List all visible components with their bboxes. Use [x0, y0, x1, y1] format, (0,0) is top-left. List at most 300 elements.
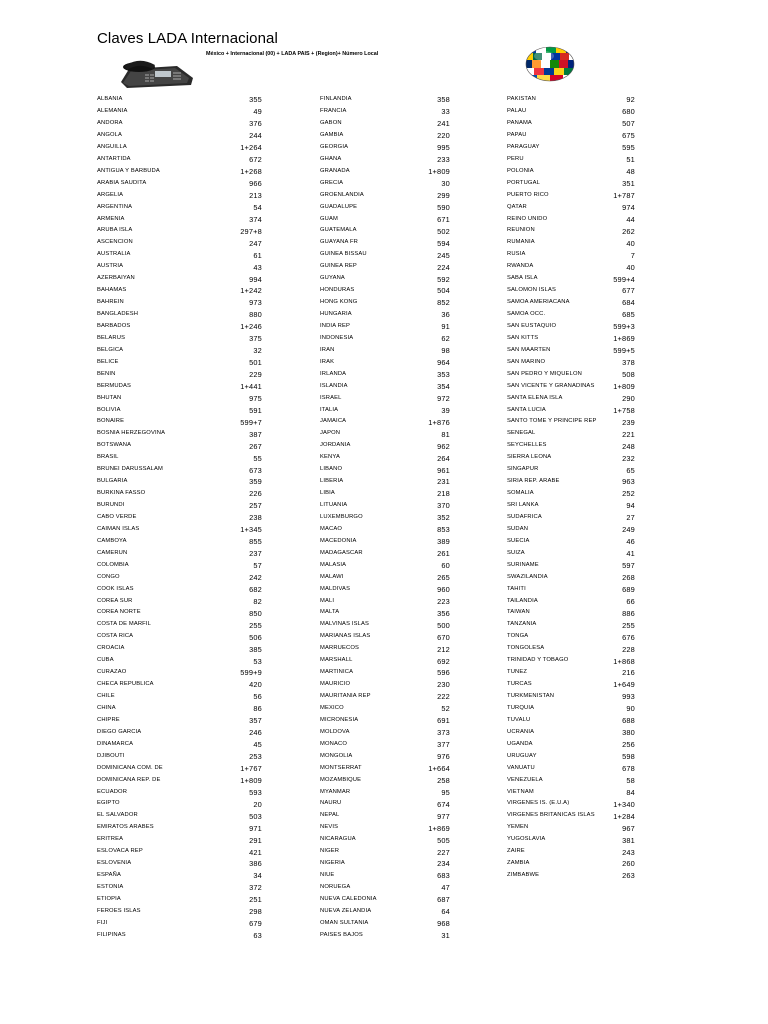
country-row — [507, 416, 635, 428]
country-code: 251 — [249, 895, 262, 905]
country-code: 44 — [626, 214, 635, 224]
country-row — [507, 428, 635, 440]
country-row — [320, 763, 450, 775]
country-code: 64 — [441, 907, 450, 917]
country-code: 591 — [249, 405, 262, 415]
country-code: 962 — [437, 441, 450, 451]
country-name: PERU — [507, 155, 524, 162]
country-row — [97, 321, 262, 333]
country-code: 95 — [441, 787, 450, 797]
country-code: 1+441 — [240, 381, 262, 391]
country-name: GRANADA — [320, 167, 350, 174]
country-code: 1+649 — [613, 680, 635, 690]
country-code: 674 — [437, 799, 450, 809]
country-code: 376 — [249, 119, 262, 129]
country-row — [320, 583, 450, 595]
country-code: 389 — [437, 537, 450, 547]
country-row — [97, 392, 262, 404]
country-name: PORTUGAL — [507, 179, 540, 186]
country-row — [507, 392, 635, 404]
country-name: IRAK — [320, 358, 335, 365]
country-code: 503 — [249, 811, 262, 821]
country-row — [97, 118, 262, 130]
country-row — [97, 333, 262, 345]
country-name: POLONIA — [507, 167, 534, 174]
country-code: 32 — [253, 346, 262, 356]
country-code: 850 — [249, 608, 262, 618]
country-code: 234 — [437, 859, 450, 869]
country-code: 961 — [437, 465, 450, 475]
country-code: 689 — [622, 584, 635, 594]
country-row — [97, 297, 262, 309]
country-code: 672 — [249, 155, 262, 165]
country-code: 20 — [253, 799, 262, 809]
country-row — [97, 715, 262, 727]
country-code: 505 — [437, 835, 450, 845]
country-code: 94 — [626, 501, 635, 511]
country-row — [320, 142, 450, 154]
country-code: 1+787 — [613, 190, 635, 200]
country-code: 223 — [437, 596, 450, 606]
country-code: 226 — [249, 489, 262, 499]
country-name: TONGA — [507, 633, 529, 640]
country-name: SAN PEDRO Y MIQUELON — [507, 370, 582, 377]
country-row — [320, 643, 450, 655]
country-code: 593 — [249, 787, 262, 797]
country-row — [507, 213, 635, 225]
country-code: 1+284 — [613, 811, 635, 821]
country-code: 675 — [622, 131, 635, 141]
country-name: UCRANIA — [507, 728, 535, 735]
country-name: RUMANIA — [507, 239, 535, 246]
country-row — [97, 213, 262, 225]
country-name: ALBANIA — [97, 96, 123, 103]
country-row — [97, 572, 262, 584]
country-code: 507 — [622, 119, 635, 129]
country-row — [507, 237, 635, 249]
country-code: 974 — [622, 202, 635, 212]
country-name: JAMAICA — [320, 418, 347, 425]
country-name: CAMERUN — [97, 549, 128, 556]
country-code: 255 — [249, 620, 262, 630]
country-name: TANZANIA — [507, 621, 537, 628]
country-name: FIJI — [97, 919, 108, 926]
country-row — [320, 345, 450, 357]
country-code: 1+758 — [613, 405, 635, 415]
country-row — [97, 524, 262, 536]
country-row — [507, 142, 635, 154]
country-name: MAURICIO — [320, 681, 351, 688]
country-row — [507, 488, 635, 500]
country-name: NORUEGA — [320, 884, 351, 891]
country-row — [507, 309, 635, 321]
country-name: DJIBOUTI — [97, 752, 125, 759]
country-row — [97, 798, 262, 810]
country-name: ECUADOR — [97, 788, 128, 795]
country-row — [97, 906, 262, 918]
country-name: COREA NORTE — [97, 609, 141, 616]
country-row — [320, 261, 450, 273]
country-name: KENYA — [320, 454, 340, 461]
country-row — [97, 846, 262, 858]
country-name: NICARAGUA — [320, 836, 356, 843]
country-code: 257 — [249, 501, 262, 511]
country-name: GABON — [320, 120, 342, 127]
country-name: ISRAEL — [320, 394, 342, 401]
country-name: SOMALIA — [507, 490, 534, 497]
country-row — [320, 560, 450, 572]
country-code: 1+340 — [613, 799, 635, 809]
country-code: 31 — [441, 931, 450, 941]
country-name: BERMUDAS — [97, 382, 132, 389]
country-row — [507, 595, 635, 607]
country-code: 41 — [626, 549, 635, 559]
country-row — [97, 273, 262, 285]
country-code: 975 — [249, 393, 262, 403]
country-code: 356 — [437, 608, 450, 618]
country-code: 977 — [437, 811, 450, 821]
country-code: 691 — [437, 716, 450, 726]
country-name: BURKINA FASSO — [97, 490, 146, 497]
country-name: SAN VICENTE Y GRANADINAS — [507, 382, 595, 389]
country-code: 248 — [622, 441, 635, 451]
country-name: TURKMENISTAN — [507, 693, 555, 700]
country-name: BOTSWANA — [97, 442, 132, 449]
country-code: 61 — [253, 250, 262, 260]
country-code: 221 — [622, 429, 635, 439]
country-name: CAIMAN ISLAS — [97, 525, 140, 532]
country-row — [97, 560, 262, 572]
country-code: 370 — [437, 501, 450, 511]
country-row — [320, 154, 450, 166]
country-row — [320, 619, 450, 631]
country-row — [507, 631, 635, 643]
page-subtitle: México + Internacional (00) + LADA PAIS + (Region)+ Número Local — [206, 51, 379, 57]
country-code: 245 — [437, 250, 450, 260]
country-row — [97, 619, 262, 631]
country-row — [97, 237, 262, 249]
country-code: 230 — [437, 680, 450, 690]
country-row — [507, 369, 635, 381]
country-name: COSTA DE MARFIL — [97, 621, 151, 628]
country-code: 960 — [437, 584, 450, 594]
country-row — [507, 273, 635, 285]
country-row — [507, 500, 635, 512]
country-row — [507, 572, 635, 584]
country-column-2 — [320, 94, 450, 942]
country-name: IRAN — [320, 346, 335, 353]
country-row — [507, 846, 635, 858]
country-name: BHUTAN — [97, 394, 122, 401]
country-row — [320, 595, 450, 607]
country-name: CUBA — [97, 657, 114, 664]
country-name: ANTIGUA Y BARBUDA — [97, 167, 160, 174]
country-row — [320, 798, 450, 810]
country-name: SRI LANKA — [507, 502, 539, 509]
country-code: 252 — [622, 489, 635, 499]
country-name: NIUE — [320, 872, 335, 879]
country-code: 1+345 — [240, 525, 262, 535]
country-code: 92 — [626, 95, 635, 105]
country-code: 683 — [437, 871, 450, 881]
country-row — [320, 273, 450, 285]
country-code: 49 — [253, 107, 262, 117]
country-name: FINLANDIA — [320, 96, 352, 103]
country-code: 34 — [253, 871, 262, 881]
country-name: ESPAÑA — [97, 872, 121, 879]
country-code: 243 — [622, 847, 635, 857]
country-name: CHILE — [97, 693, 115, 700]
country-code: 1+868 — [613, 656, 635, 666]
country-row — [97, 703, 262, 715]
country-code: 968 — [437, 919, 450, 929]
country-code: 36 — [441, 310, 450, 320]
country-name: ESTONIA — [97, 884, 124, 891]
country-code: 359 — [249, 477, 262, 487]
country-row — [507, 536, 635, 548]
country-code: 53 — [253, 656, 262, 666]
country-row — [320, 882, 450, 894]
country-name: SUDAN — [507, 525, 529, 532]
country-row — [97, 452, 262, 464]
country-code: 231 — [437, 477, 450, 487]
country-row — [507, 452, 635, 464]
country-row — [507, 870, 635, 882]
country-code: 62 — [441, 334, 450, 344]
country-code: 90 — [626, 704, 635, 714]
country-row — [507, 774, 635, 786]
country-name: SENEGAL — [507, 430, 536, 437]
country-code: 218 — [437, 489, 450, 499]
country-row — [97, 309, 262, 321]
country-row — [507, 297, 635, 309]
country-row — [320, 357, 450, 369]
country-row — [320, 715, 450, 727]
country-name: AZERBAIYAN — [97, 275, 135, 282]
country-code: 65 — [626, 465, 635, 475]
country-code: 247 — [249, 238, 262, 248]
country-code: 246 — [249, 728, 262, 738]
country-name: PALAU — [507, 108, 527, 115]
country-name: SANTO TOME Y PRINCIPE REP — [507, 418, 597, 425]
country-row — [507, 834, 635, 846]
country-code: 213 — [249, 190, 262, 200]
country-code: 967 — [622, 823, 635, 833]
country-code: 855 — [249, 537, 262, 547]
country-code: 880 — [249, 310, 262, 320]
country-row — [97, 201, 262, 213]
country-row — [507, 190, 635, 202]
country-code: 258 — [437, 775, 450, 785]
country-row — [320, 321, 450, 333]
country-name: VIETNAM — [507, 788, 534, 795]
country-name: IRLANDA — [320, 370, 347, 377]
country-code: 590 — [437, 202, 450, 212]
country-code: 501 — [249, 358, 262, 368]
country-row — [320, 631, 450, 643]
country-name: COOK ISLAS — [97, 585, 134, 592]
country-code: 373 — [437, 728, 450, 738]
country-row — [97, 870, 262, 882]
country-code: 1+246 — [240, 322, 262, 332]
country-code: 229 — [249, 370, 262, 380]
country-name: VANUATU — [507, 764, 535, 771]
country-name: SAN MAARTEN — [507, 346, 551, 353]
country-code: 1+664 — [428, 763, 450, 773]
country-row — [507, 130, 635, 142]
country-row — [97, 583, 262, 595]
country-code: 45 — [253, 740, 262, 750]
country-name: ESLOVENIA — [97, 860, 132, 867]
country-row — [97, 834, 262, 846]
country-row — [320, 810, 450, 822]
country-code: 55 — [253, 453, 262, 463]
country-name: BURUNDI — [97, 502, 125, 509]
country-name: ISLANDIA — [320, 382, 348, 389]
country-name: LITUANIA — [320, 502, 348, 509]
country-code: 671 — [437, 214, 450, 224]
country-code: 372 — [249, 883, 262, 893]
country-row — [507, 261, 635, 273]
country-row — [97, 548, 262, 560]
country-code: 508 — [622, 370, 635, 380]
country-row — [320, 201, 450, 213]
country-name: BULGARIA — [97, 478, 128, 485]
country-name: MYANMAR — [320, 788, 351, 795]
country-code: 886 — [622, 608, 635, 618]
country-row — [97, 786, 262, 798]
country-row — [320, 918, 450, 930]
country-name: PARAGUAY — [507, 143, 540, 150]
country-code: 299 — [437, 190, 450, 200]
country-name: BELGICA — [97, 346, 124, 353]
country-name: LIBIA — [320, 490, 335, 497]
country-name: PUERTO RICO — [507, 191, 549, 198]
country-code: 216 — [622, 668, 635, 678]
country-row — [320, 524, 450, 536]
country-name: COLOMBIA — [97, 561, 129, 568]
country-row — [320, 106, 450, 118]
country-code: 40 — [626, 262, 635, 272]
country-code: 262 — [622, 226, 635, 236]
country-code: 421 — [249, 847, 262, 857]
country-name: MARSHALL — [320, 657, 353, 664]
country-code: 677 — [622, 286, 635, 296]
country-name: UGANDA — [507, 740, 533, 747]
country-row — [320, 333, 450, 345]
country-code: 82 — [253, 596, 262, 606]
country-row — [97, 918, 262, 930]
country-row — [507, 225, 635, 237]
country-name: MAURITANIA REP — [320, 693, 371, 700]
country-code: 599+7 — [240, 417, 262, 427]
country-name: SINGAPUR — [507, 466, 539, 473]
country-row — [507, 643, 635, 655]
country-code: 52 — [441, 704, 450, 714]
country-name: YEMEN — [507, 824, 529, 831]
country-row — [320, 727, 450, 739]
country-name: CHECA REPUBLICA — [97, 681, 154, 688]
country-row — [97, 130, 262, 142]
country-name: PAISES BAJOS — [320, 931, 363, 938]
country-name: SANTA ELENA ISLA — [507, 394, 563, 401]
country-name: SURINAME — [507, 561, 539, 568]
country-row — [320, 870, 450, 882]
country-row — [507, 476, 635, 488]
country-name: JAPON — [320, 430, 341, 437]
country-code: 222 — [437, 692, 450, 702]
country-row — [97, 763, 262, 775]
country-name: MICRONESIA — [320, 716, 359, 723]
country-row — [320, 249, 450, 261]
country-row — [97, 512, 262, 524]
country-row — [507, 858, 635, 870]
country-code: 244 — [249, 131, 262, 141]
country-code: 54 — [253, 202, 262, 212]
country-code: 1+809 — [240, 775, 262, 785]
country-name: BARBADOS — [97, 322, 131, 329]
country-name: LIBANO — [320, 466, 343, 473]
country-code: 685 — [622, 310, 635, 320]
country-row — [320, 500, 450, 512]
country-name: VIRGENES IS. (E.U.A) — [507, 800, 570, 807]
country-name: SAN KITTS — [507, 334, 539, 341]
country-row — [97, 345, 262, 357]
country-name: SWAZILANDIA — [507, 573, 548, 580]
country-row — [320, 512, 450, 524]
country-code: 291 — [249, 835, 262, 845]
country-name: ALEMANIA — [97, 108, 128, 115]
country-code: 682 — [249, 584, 262, 594]
country-row — [320, 834, 450, 846]
country-row — [320, 822, 450, 834]
country-name: GUYANA — [320, 275, 345, 282]
country-row — [97, 822, 262, 834]
country-row — [320, 930, 450, 942]
country-row — [507, 679, 635, 691]
country-code: 995 — [437, 143, 450, 153]
country-row — [320, 751, 450, 763]
country-row — [97, 667, 262, 679]
country-name: MEXICO — [320, 704, 344, 711]
country-row — [97, 595, 262, 607]
country-name: COREA SUR — [97, 597, 133, 604]
country-row — [320, 679, 450, 691]
country-row — [507, 440, 635, 452]
country-name: CHINA — [97, 704, 116, 711]
country-code: 993 — [622, 692, 635, 702]
country-name: LUXEMBURGO — [320, 513, 363, 520]
country-name: SIRIA REP. ARABE — [507, 478, 560, 485]
country-name: GUINEA BISSAU — [320, 251, 367, 258]
country-code: 385 — [249, 644, 262, 654]
country-row — [320, 774, 450, 786]
country-row — [97, 154, 262, 166]
country-row — [97, 679, 262, 691]
country-row — [97, 751, 262, 763]
country-code: 502 — [437, 226, 450, 236]
country-code: 386 — [249, 859, 262, 869]
country-code: 237 — [249, 549, 262, 559]
country-name: BAHAMAS — [97, 287, 127, 294]
country-code: 680 — [622, 107, 635, 117]
country-code: 595 — [622, 143, 635, 153]
country-code: 357 — [249, 716, 262, 726]
country-code: 1+242 — [240, 286, 262, 296]
country-name: CURAZAO — [97, 669, 127, 676]
country-code: 1+767 — [240, 763, 262, 773]
country-row — [320, 404, 450, 416]
